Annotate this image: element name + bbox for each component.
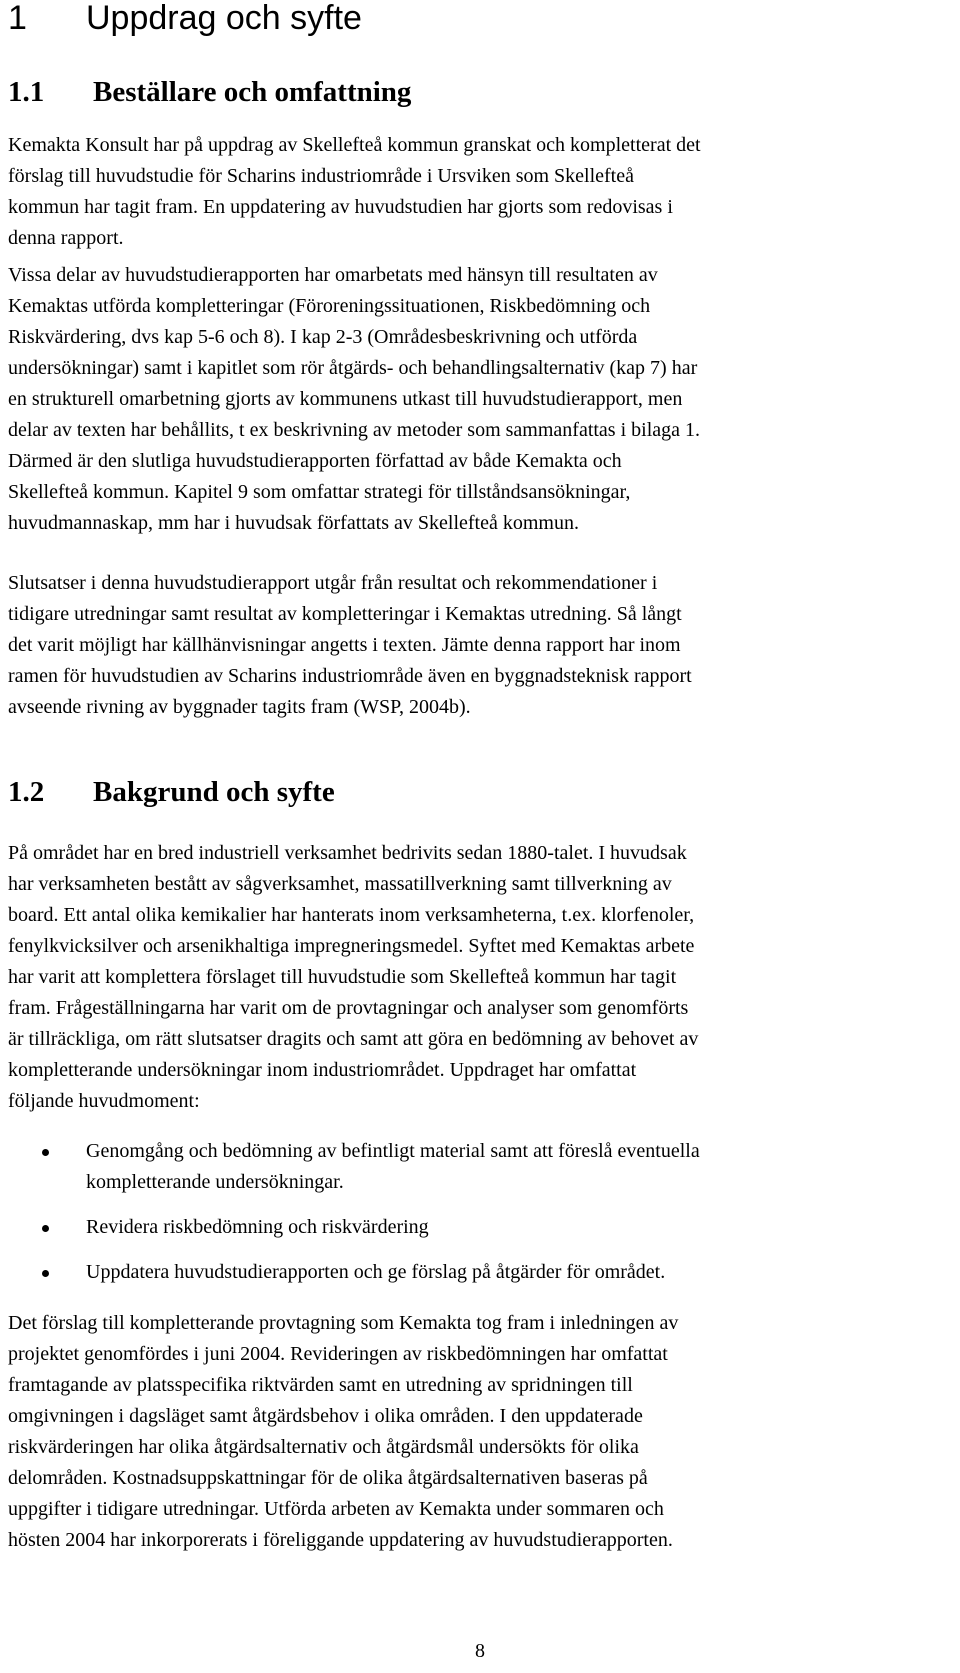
text-line: riskvärderingen har olika åtgärdsalternativ och åtgärdsmål undersökts för olika (8, 1436, 639, 1458)
text-line: På området har en bred industriell verksamhet bedrivits sedan 1880-talet. I huvudsak (8, 842, 687, 864)
text-line: Kemaktas utförda kompletteringar (Föroreningssituationen, Riskbedömning och (8, 295, 651, 317)
page-number: 8 (475, 1640, 485, 1662)
text-line: board. Ett antal olika kemikalier har hanterats inom verksamheterna, t.ex. klorfenoler, (8, 904, 695, 926)
paragraph-3 (8, 568, 953, 723)
text-line: tidigare utredningar samt resultat av kompletteringar i Kemaktas utredning. Så långt (8, 603, 682, 625)
paragraph-2 (8, 260, 953, 539)
text-line: en strukturell omarbetning gjorts av kommunens utkast till huvudstudierapport, men (8, 388, 683, 410)
text-line: avseende rivning av byggnader tagits fram (WSP, 2004b). (8, 696, 471, 718)
paragraph-5 (8, 1308, 953, 1556)
list-item (0, 1257, 960, 1288)
text-line: huvudmannaskap, mm har i huvudsak författats av Skellefteå kommun. (8, 512, 579, 534)
text-line: projektet genomfördes i juni 2004. Revideringen av riskbedömningen har omfattat (8, 1343, 668, 1365)
text-line: Vissa delar av huvudstudierapporten har omarbetats med hänsyn till resultaten av (8, 264, 658, 286)
list-item-line: kompletterande undersökningar. (86, 1171, 344, 1193)
chapter-number: 1 (8, 0, 27, 37)
text-line: Riskvärdering, dvs kap 5-6 och 8). I kap 2-3 (Områdesbeskrivning och utförda (8, 326, 638, 348)
bullet-icon (42, 1225, 49, 1232)
section-title: Beställare och omfattning (93, 76, 412, 108)
text-line: har varit att komplettera förslaget till huvudstudie som Skellefteå kommun har tagit (8, 966, 677, 988)
text-line: kommun har tagit fram. En uppdatering av huvudstudien har gjorts som redovisas i (8, 196, 673, 218)
list-item-line: Genomgång och bedömning av befintligt material samt att föreslå eventuella (86, 1140, 700, 1162)
text-line: omgivningen i dagsläget samt åtgärdsbehov i olika områden. I den uppdaterade (8, 1405, 643, 1427)
paragraph-1 (8, 130, 953, 254)
chapter-heading (8, 0, 362, 38)
text-line: delområden. Kostnadsuppskattningar för de olika åtgärdsalternativen baseras på (8, 1467, 648, 1489)
list-item-line: Revidera riskbedömning och riskvärdering (86, 1216, 429, 1238)
text-line: Därmed är den slutliga huvudstudierapporten författad av både Kemakta och (8, 450, 622, 472)
text-line: undersökningar) samt i kapitlet som rör åtgärds- och behandlingsalternativ (kap 7) har (8, 357, 698, 379)
section-number: 1.2 (8, 776, 45, 808)
list-item (0, 1212, 960, 1243)
text-line: Skellefteå kommun. Kapitel 9 som omfattar strategi för tillståndsansökningar, (8, 481, 631, 503)
bullet-icon (42, 1149, 49, 1156)
text-line: hösten 2004 har inkorporerats i föreliggande uppdatering av huvudstudierapporten. (8, 1529, 673, 1551)
list-item (0, 1136, 960, 1198)
text-line: Det förslag till kompletterande provtagning som Kemakta tog fram i inledningen av (8, 1312, 679, 1334)
text-line: har verksamheten bestått av sågverksamhet, massatillverkning samt tillverkning av (8, 873, 672, 895)
text-line: det varit möjligt har källhänvisningar angetts i texten. Jämte denna rapport har inom (8, 634, 681, 656)
text-line: Slutsatser i denna huvudstudierapport utgår från resultat och rekommendationer i (8, 572, 658, 594)
text-line: denna rapport. (8, 227, 124, 249)
text-line: Kemakta Konsult har på uppdrag av Skellefteå kommun granskat och kompletterat det (8, 134, 701, 156)
bullet-icon (42, 1270, 49, 1277)
text-line: förslag till huvudstudie för Scharins industriområde i Ursviken som Skellefteå (8, 165, 634, 187)
text-line: delar av texten har behållits, t ex beskrivning av metoder som sammanfattas i bilaga 1. (8, 419, 701, 441)
text-line: följande huvudmoment: (8, 1090, 200, 1112)
section-heading-1-2 (8, 774, 335, 810)
section-number: 1.1 (8, 76, 45, 108)
list-item-line: Uppdatera huvudstudierapporten och ge förslag på åtgärder för området. (86, 1261, 666, 1283)
text-line: är tillräckliga, om rätt slutsatser dragits och samt att göra en bedömning av behovet av (8, 1028, 699, 1050)
chapter-title: Uppdrag och syfte (86, 0, 362, 37)
bullet-list (0, 1136, 960, 1288)
text-line: ramen för huvudstudien av Scharins industriområde även en byggnadsteknisk rapport (8, 665, 692, 687)
section-title: Bakgrund och syfte (93, 776, 335, 808)
text-line: fenylkvicksilver och arsenikhaltiga impregneringsmedel. Syftet med Kemaktas arbete (8, 935, 695, 957)
text-line: fram. Frågeställningarna har varit om de provtagningar och analyser som genomförts (8, 997, 689, 1019)
text-line: uppgifter i tidigare utredningar. Utförda arbeten av Kemakta under sommaren och (8, 1498, 664, 1520)
text-line: kompletterande undersökningar inom industriområdet. Uppdraget har omfattat (8, 1059, 637, 1081)
paragraph-4 (8, 838, 953, 1117)
section-heading-1-1 (8, 74, 411, 110)
text-line: framtagande av platsspecifika riktvärden samt en utredning av spridningen till (8, 1374, 633, 1396)
